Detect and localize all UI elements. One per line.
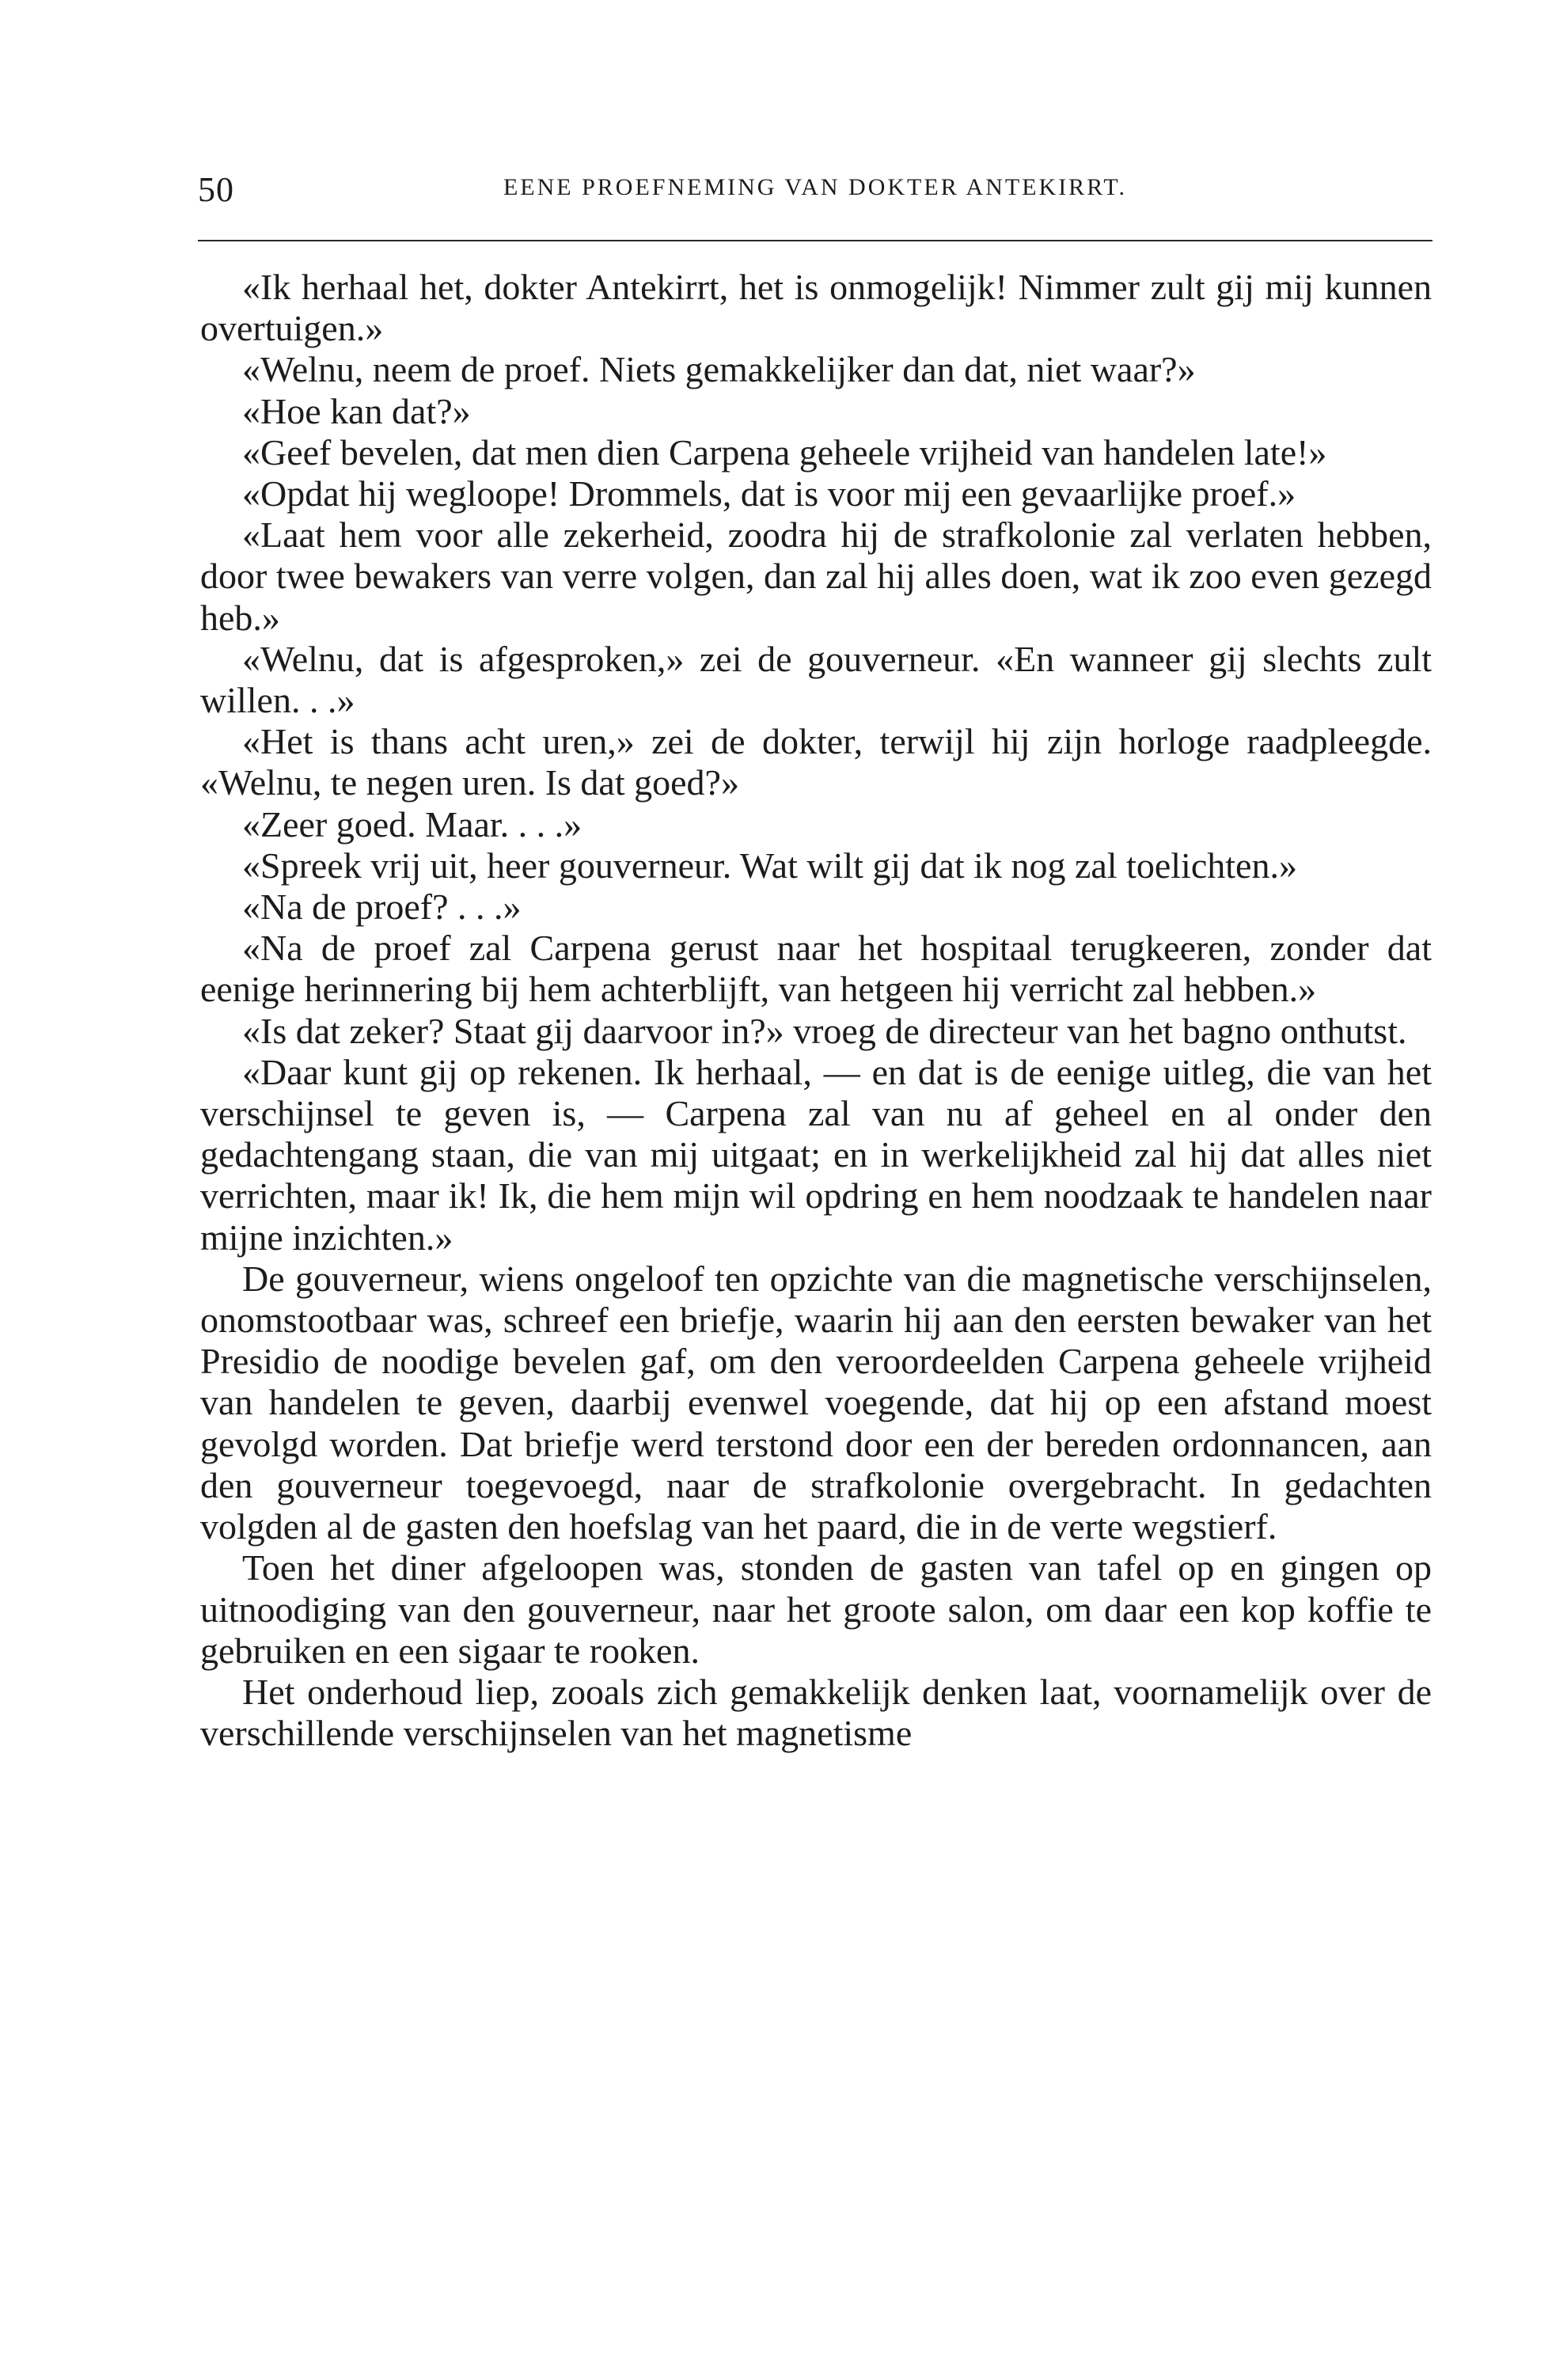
header-rule	[198, 240, 1432, 241]
paragraph: De gouverneur, wiens ongeloof ten opzichte van die magnetische verschijnselen, onomstootbaar was, schreef een briefje, waarin hij aan den eersten bewaker van het Presidio de noodige bevelen gaf, om den veroordeelden Carpena geheele vrijheid van handelen te geven, daarbij evenwel voegende, dat hij op een afstand moest gevolgd worden. Dat briefje werd terstond door een der bereden ordonnancen, aan den gouverneur toegevoegd, naar de strafkolonie overgebracht. In gedachten volgden al de gasten den hoefslag van het paard, die in de verte wegstierf.	[200, 1258, 1432, 1547]
page-number: 50	[198, 170, 234, 209]
paragraph: «Na de proef? . . .»	[242, 886, 522, 928]
paragraph: «Opdat hij wegloope! Drommels, dat is voor mij een gevaarlijke proef.»	[242, 473, 1296, 514]
paragraph: «Welnu, dat is afgesproken,» zei de gouverneur. «En wanneer gij slechts zult willen. . .»	[200, 638, 1432, 721]
paragraph: «Is dat zeker? Staat gij daarvoor in?» vroeg de directeur van het bagno onthutst.	[242, 1010, 1407, 1051]
paragraph: «Daar kunt gij op rekenen. Ik herhaal, — en dat is de eenige uitleg, die van het verschijnsel te geven is, — Carpena zal van nu af geheel en al onder den gedachtengang staan, die van mij uitgaat; en in werkelijkheid zal hij dat alles niet verrichten, maar ik! Ik, die hem mijn wil opdring en hem noodzaak te handelen naar mijne inzichten.»	[200, 1051, 1432, 1258]
paragraph: «Hoe kan dat?»	[242, 390, 471, 431]
paragraph: Het onderhoud liep, zooals zich gemakkelijk denken laat, voornamelijk over de verschillende verschijnselen van het magnetisme	[200, 1671, 1432, 1754]
running-title: EENE PROEFNEMING VAN DOKTER ANTEKIRRT.	[503, 174, 1128, 200]
running-head	[198, 169, 1432, 217]
paragraph: «Zeer goed. Maar. . . .»	[242, 803, 582, 845]
paragraph: «Welnu, neem de proef. Niets gemakkelijker dan dat, niet waar?»	[242, 349, 1196, 390]
body-text	[200, 267, 1432, 1754]
paragraph: «Spreek vrij uit, heer gouverneur. Wat wilt gij dat ik nog zal toelichten.»	[242, 845, 1297, 886]
paragraph: «Ik herhaal het, dokter Antekirrt, het is onmogelijk! Nimmer zult gij mij kunnen overtuigen.»	[200, 267, 1432, 349]
paragraph: «Laat hem voor alle zekerheid, zoodra hij de strafkolonie zal verlaten hebben, door twee bewakers van verre volgen, dan zal hij alles doen, wat ik zoo even gezegd heb.»	[200, 514, 1432, 638]
paragraph: «Na de proef zal Carpena gerust naar het hospitaal terugkeeren, zonder dat eenige herinnering bij hem achterblijft, van hetgeen hij verricht zal hebben.»	[200, 928, 1432, 1010]
paragraph: «Geef bevelen, dat men dien Carpena geheele vrijheid van handelen late!»	[242, 431, 1327, 473]
paragraph: «Het is thans acht uren,» zei de dokter, terwijl hij zijn horloge raadpleegde. «Welnu, te negen uren. Is dat goed?»	[200, 721, 1432, 803]
paragraph: Toen het diner afgeloopen was, stonden de gasten van tafel op en gingen op uitnoodiging van den gouverneur, naar het groote salon, om daar een kop koffie te gebruiken en een sigaar te rooken.	[200, 1547, 1432, 1671]
